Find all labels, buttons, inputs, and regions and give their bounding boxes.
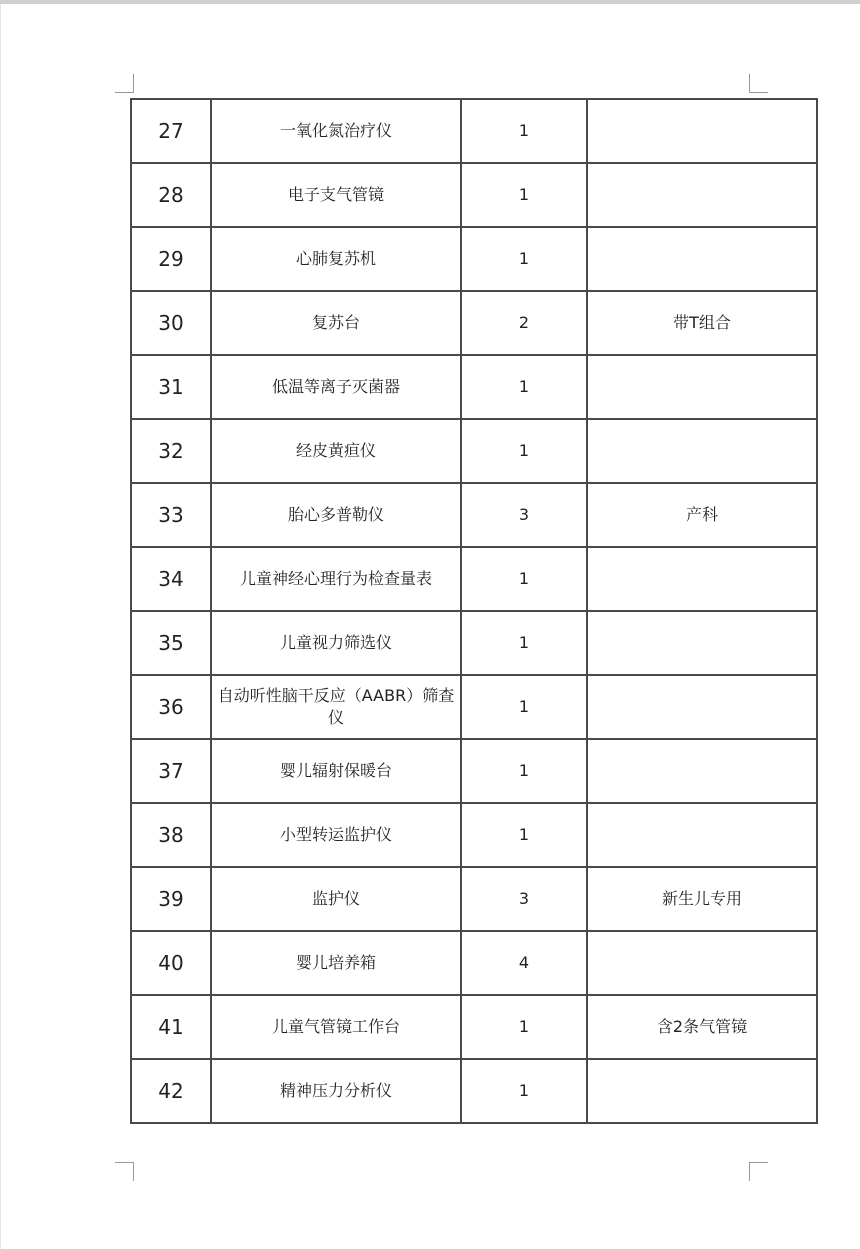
equipment-name: 经皮黄疸仪 (211, 419, 461, 483)
equipment-note (587, 675, 817, 739)
equipment-quantity: 1 (461, 419, 587, 483)
row-number: 35 (131, 611, 211, 675)
table-row (131, 291, 817, 355)
equipment-name: 儿童视力筛选仪 (211, 611, 461, 675)
equipment-note: 含2条气管镜 (587, 995, 817, 1059)
equipment-quantity: 3 (461, 483, 587, 547)
equipment-name: 复苏台 (211, 291, 461, 355)
equipment-name: 胎心多普勒仪 (211, 483, 461, 547)
equipment-name: 电子支气管镜 (211, 163, 461, 227)
equipment-note (587, 163, 817, 227)
row-number: 28 (131, 163, 211, 227)
row-number: 34 (131, 547, 211, 611)
equipment-note: 带T组合 (587, 291, 817, 355)
equipment-name: 监护仪 (211, 867, 461, 931)
row-number: 33 (131, 483, 211, 547)
table-row (131, 1059, 817, 1123)
equipment-quantity: 1 (461, 163, 587, 227)
crop-mark-bottom-right (749, 1162, 768, 1181)
equipment-note (587, 355, 817, 419)
equipment-quantity: 1 (461, 355, 587, 419)
equipment-quantity: 1 (461, 1059, 587, 1123)
equipment-quantity: 1 (461, 803, 587, 867)
equipment-quantity: 1 (461, 739, 587, 803)
table-row (131, 163, 817, 227)
row-number: 42 (131, 1059, 211, 1123)
table-row (131, 355, 817, 419)
equipment-quantity: 1 (461, 995, 587, 1059)
equipment-name: 精神压力分析仪 (211, 1059, 461, 1123)
equipment-name: 心肺复苏机 (211, 227, 461, 291)
equipment-note (587, 419, 817, 483)
equipment-quantity: 1 (461, 99, 587, 163)
row-number: 41 (131, 995, 211, 1059)
equipment-note (587, 803, 817, 867)
table-row (131, 931, 817, 995)
row-number: 30 (131, 291, 211, 355)
equipment-quantity: 4 (461, 931, 587, 995)
equipment-table (130, 98, 818, 1124)
equipment-table-body (131, 99, 817, 1123)
table-row (131, 419, 817, 483)
row-number: 27 (131, 99, 211, 163)
equipment-name: 儿童气管镜工作台 (211, 995, 461, 1059)
equipment-name: 儿童神经心理行为检查量表 (211, 547, 461, 611)
row-number: 40 (131, 931, 211, 995)
equipment-quantity: 1 (461, 611, 587, 675)
row-number: 29 (131, 227, 211, 291)
equipment-note: 产科 (587, 483, 817, 547)
equipment-note (587, 1059, 817, 1123)
equipment-note (587, 739, 817, 803)
table-row (131, 867, 817, 931)
equipment-name: 小型转运监护仪 (211, 803, 461, 867)
equipment-name: 自动听性脑干反应（AABR）筛查仪 (211, 675, 461, 739)
equipment-name: 一氧化氮治疗仪 (211, 99, 461, 163)
table-row (131, 995, 817, 1059)
equipment-quantity: 3 (461, 867, 587, 931)
table-row (131, 803, 817, 867)
table-row (131, 99, 817, 163)
equipment-name: 低温等离子灭菌器 (211, 355, 461, 419)
viewer-top-bar (0, 0, 860, 4)
table-row (131, 611, 817, 675)
equipment-quantity: 1 (461, 675, 587, 739)
equipment-note (587, 99, 817, 163)
table-row (131, 675, 817, 739)
table-row (131, 739, 817, 803)
crop-mark-bottom-left (115, 1162, 134, 1181)
row-number: 32 (131, 419, 211, 483)
equipment-note (587, 931, 817, 995)
equipment-quantity: 1 (461, 227, 587, 291)
row-number: 37 (131, 739, 211, 803)
row-number: 31 (131, 355, 211, 419)
equipment-name: 婴儿培养箱 (211, 931, 461, 995)
equipment-name: 婴儿辐射保暖台 (211, 739, 461, 803)
equipment-quantity: 1 (461, 547, 587, 611)
table-row (131, 547, 817, 611)
row-number: 39 (131, 867, 211, 931)
equipment-note (587, 547, 817, 611)
crop-mark-top-right (749, 74, 768, 93)
equipment-quantity: 2 (461, 291, 587, 355)
equipment-note: 新生儿专用 (587, 867, 817, 931)
page-left-edge (0, 4, 1, 1249)
row-number: 38 (131, 803, 211, 867)
crop-mark-top-left (115, 74, 134, 93)
row-number: 36 (131, 675, 211, 739)
equipment-note (587, 611, 817, 675)
table-row (131, 227, 817, 291)
table-row (131, 483, 817, 547)
equipment-note (587, 227, 817, 291)
